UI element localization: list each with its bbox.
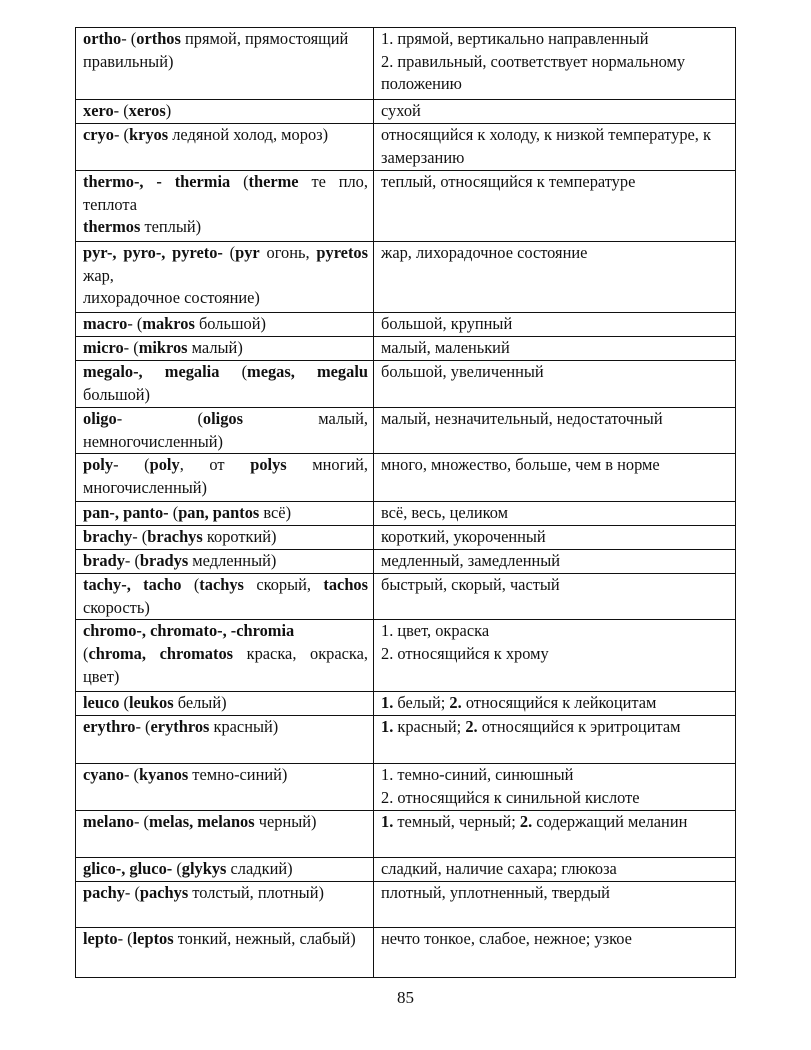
meaning-cell [374, 574, 736, 620]
meaning-number: 1. [381, 693, 394, 713]
table-row [76, 620, 736, 692]
terms-table [75, 27, 736, 978]
term-text: скорость) [83, 597, 150, 617]
term-latin: brachys [147, 527, 203, 547]
meaning-line: 1. цвет, окраска [381, 621, 490, 641]
term-latin: poly [149, 455, 180, 475]
term-text: многий, многочисленный) [83, 455, 368, 497]
term-latin: orthos [136, 29, 181, 48]
table-row [76, 526, 736, 550]
meaning-cell [374, 764, 736, 811]
term-latin: cryo [83, 125, 114, 144]
term-latin: thermos [83, 217, 141, 237]
term-text: большой) [83, 384, 151, 404]
meaning-line: 2. правильный, соответствует нормальному положению [381, 51, 686, 94]
term-cell [76, 882, 374, 928]
term-cell [76, 716, 374, 764]
term-cell [76, 100, 374, 124]
meaning-cell [374, 337, 736, 361]
term-text: ( [168, 503, 179, 523]
term-latin: cyano [83, 765, 124, 785]
term-cell [76, 454, 374, 502]
term-cell [76, 124, 374, 171]
term-latin: chroma, chromatos [88, 643, 234, 663]
meaning-text: относящийся к эритроцитам [477, 717, 681, 737]
term-text: ) [165, 101, 172, 120]
meaning-line: 2. относящийся к синильной кислоте [381, 787, 640, 807]
meaning-text: содержащий меланин [532, 812, 688, 832]
term-text: - ( [132, 527, 148, 547]
term-latin: thermo-, - thermia [83, 172, 231, 191]
meaning-cell [374, 502, 736, 526]
term-latin: kryos [128, 125, 169, 144]
meaning-line [381, 716, 730, 739]
term-cell [76, 620, 374, 692]
term-latin: leuco [83, 693, 120, 713]
term-latin: kyanos [139, 765, 189, 785]
meaning-cell [374, 361, 736, 408]
meaning-line: теплый, относящийся к температуре [381, 172, 636, 191]
term-latin: oligos [202, 409, 243, 428]
meaning-line: всё, весь, целиком [381, 503, 509, 523]
table-row [76, 502, 736, 526]
meaning-cell [374, 550, 736, 574]
term-text: толстый, плотный) [188, 883, 324, 903]
term-latin: erythro [83, 717, 136, 737]
meaning-line: большой, увеличенный [381, 362, 544, 381]
term-latin: micro [83, 338, 124, 357]
table-row [76, 171, 736, 242]
term-latin: melano [83, 812, 134, 832]
term-text: - ( [113, 125, 129, 144]
table-row [76, 574, 736, 620]
term-latin: makros [142, 314, 195, 333]
term-latin: leptos [132, 929, 174, 949]
term-text: - ( [123, 765, 139, 785]
table-row [76, 100, 736, 124]
term-cell [76, 858, 374, 882]
term-latin: brady [83, 551, 125, 571]
term-text: - ( [123, 338, 139, 357]
term-cell [76, 692, 374, 716]
term-latin: glykys [181, 859, 227, 879]
term-text: правильный) [83, 51, 174, 71]
term-cell [76, 313, 374, 337]
term-latin: melas, melanos [149, 812, 255, 832]
meaning-line: 1. прямой, вертикально направленный [381, 29, 649, 48]
term-latin: glico-, gluco- [83, 859, 173, 879]
meaning-line: сухой [381, 101, 421, 120]
term-text: ледяной холод, мороз) [168, 125, 329, 144]
meaning-line: большой, крупный [381, 314, 513, 333]
meaning-text: белый; [393, 693, 450, 713]
term-text: - ( [121, 29, 137, 48]
meaning-cell [374, 620, 736, 692]
page-number: 85 [397, 988, 414, 1007]
meaning-line [381, 692, 730, 715]
terms-table-body [76, 28, 736, 978]
term-text: - ( [127, 314, 143, 333]
term-text: огонь, [259, 243, 317, 262]
term-cell [76, 171, 374, 242]
term-cell [76, 242, 374, 313]
term-latin: tachy-, tacho [83, 575, 182, 595]
term-text: - ( [124, 551, 140, 571]
meaning-cell [374, 692, 736, 716]
term-text: - ( [134, 812, 150, 832]
term-latin: erythros [150, 717, 210, 737]
meaning-line: малый, маленький [381, 338, 510, 357]
term-text: - ( [116, 409, 203, 428]
term-text: ( [219, 362, 248, 381]
term-latin: pyretos [316, 243, 368, 262]
term-text: - ( [124, 883, 140, 903]
meaning-line: много, множество, больше, чем в норме [381, 455, 660, 475]
meaning-text: красный; [393, 717, 466, 737]
term-text: жар, [83, 265, 114, 285]
term-text: лихорадочное состояние) [83, 288, 260, 308]
meaning-line: плотный, уплотненный, твердый [381, 883, 610, 903]
term-latin: xero [83, 101, 114, 120]
term-text: медленный) [188, 551, 277, 571]
term-latin: pyr [235, 243, 260, 262]
table-row [76, 313, 736, 337]
meaning-cell [374, 716, 736, 764]
term-text: ( [181, 575, 200, 595]
term-text: те пло, теплота [83, 172, 368, 214]
meaning-cell [374, 313, 736, 337]
term-latin: lepto [83, 929, 118, 949]
term-latin: megas, megalu [247, 362, 368, 381]
table-row [76, 811, 736, 858]
table-row [76, 764, 736, 811]
table-row [76, 928, 736, 978]
term-text: темно-синий) [188, 765, 288, 785]
term-text: - ( [113, 455, 150, 475]
meaning-line: короткий, укороченный [381, 527, 546, 547]
term-cell [76, 550, 374, 574]
term-text: тонкий, нежный, слабый) [173, 929, 356, 949]
meaning-line: 1. темно-синий, синюшный [381, 765, 574, 785]
table-row [76, 858, 736, 882]
meaning-cell [374, 242, 736, 313]
table-row [76, 716, 736, 764]
term-text: скорый, [243, 575, 324, 595]
term-text: ( [230, 172, 249, 191]
term-text: малый, немногочисленный) [83, 409, 369, 451]
term-latin: bradys [139, 551, 189, 571]
meaning-cell [374, 408, 736, 454]
meaning-text: темный, черный; [393, 812, 520, 832]
term-cell [76, 574, 374, 620]
term-latin: megalo-, megalia [83, 362, 220, 381]
table-row [76, 550, 736, 574]
term-latin: oligo [83, 409, 117, 428]
term-text: ( [119, 693, 129, 713]
meaning-cell [374, 811, 736, 858]
term-cell [76, 811, 374, 858]
meaning-number: 1. [381, 717, 394, 737]
table-row [76, 408, 736, 454]
table-row [76, 882, 736, 928]
term-latin: chromo-, chromato-, -chromia [83, 621, 295, 641]
term-text: белый) [173, 693, 227, 713]
term-latin: pan-, panto- [83, 503, 169, 523]
term-cell [76, 408, 374, 454]
term-cell [76, 526, 374, 550]
term-text: сладкий) [226, 859, 293, 879]
meaning-line [381, 811, 730, 834]
meaning-number: 1. [381, 812, 394, 832]
meaning-cell [374, 171, 736, 242]
meaning-cell [374, 882, 736, 928]
term-latin: therme [248, 172, 299, 191]
term-text: ( [172, 859, 182, 879]
meaning-cell [374, 526, 736, 550]
term-latin: pachys [139, 883, 189, 903]
term-text: теплый) [140, 217, 202, 237]
term-latin: leukos [128, 693, 174, 713]
meaning-number: 2. [519, 812, 533, 832]
term-cell [76, 28, 374, 100]
term-latin: pan, pantos [178, 503, 260, 523]
term-latin: polys [250, 455, 287, 475]
term-text: всё) [259, 503, 292, 523]
table-row [76, 337, 736, 361]
term-text: , от [179, 455, 251, 475]
term-text: краска, окраска, цвет) [83, 643, 369, 686]
meaning-cell [374, 28, 736, 100]
meaning-line: жар, лихорадочное состояние [381, 243, 588, 262]
meaning-cell [374, 454, 736, 502]
term-latin: mikros [138, 338, 188, 357]
term-latin: tachos [323, 575, 369, 595]
meaning-cell [374, 124, 736, 171]
meaning-line: 2. относящийся к хрому [381, 643, 549, 663]
meaning-line: относящийся к холоду, к низкой температуре, к замерзанию [381, 125, 711, 167]
term-latin: poly [83, 455, 114, 475]
term-latin: macro [83, 314, 128, 333]
table-row [76, 28, 736, 100]
term-latin: xeros [128, 101, 166, 120]
term-latin: pyr-, pyro-, pyreto- [83, 243, 223, 262]
meaning-number: 2. [465, 717, 478, 737]
term-cell [76, 502, 374, 526]
meaning-line: нечто тонкое, слабое, нежное; узкое [381, 929, 632, 949]
term-text: малый) [187, 338, 243, 357]
term-latin: tachys [199, 575, 244, 595]
meaning-line: быстрый, скорый, частый [381, 575, 560, 595]
meaning-cell [374, 858, 736, 882]
term-cell [76, 928, 374, 978]
table-row [76, 361, 736, 408]
term-cell [76, 337, 374, 361]
meaning-cell [374, 928, 736, 978]
term-cell [76, 361, 374, 408]
meaning-line: малый, незначительный, недостаточный [381, 409, 663, 428]
meaning-text: относящийся к лейкоцитам [461, 693, 657, 713]
term-text: ( [83, 643, 89, 663]
meaning-line: медленный, замедленный [381, 551, 561, 571]
term-latin: brachy [83, 527, 133, 547]
term-cell [76, 764, 374, 811]
meaning-line: сладкий, наличие сахара; глюкоза [381, 859, 617, 879]
meaning-cell [374, 100, 736, 124]
term-text: черный) [254, 812, 317, 832]
term-text: - ( [117, 929, 133, 949]
term-text: красный) [209, 717, 279, 737]
table-row [76, 242, 736, 313]
term-text: прямой, прямостоящий [180, 29, 349, 48]
table-row [76, 692, 736, 716]
meaning-number: 2. [449, 693, 462, 713]
term-latin: pachy [83, 883, 125, 903]
term-latin: ortho [83, 29, 122, 48]
table-row [76, 454, 736, 502]
term-text: - ( [135, 717, 151, 737]
table-row [76, 124, 736, 171]
term-text: короткий) [202, 527, 277, 547]
term-text: большой) [194, 314, 266, 333]
term-text: - ( [113, 101, 129, 120]
term-text: ( [222, 243, 236, 262]
